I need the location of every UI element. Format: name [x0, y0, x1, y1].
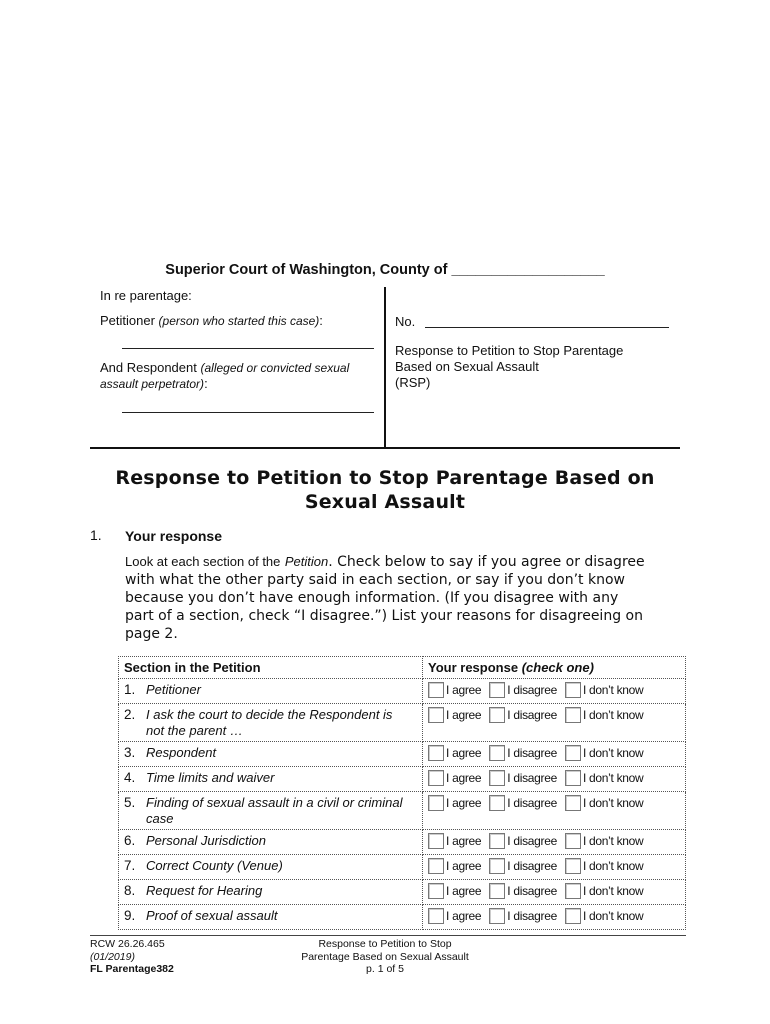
row-label: I ask the court to decide the Respondent is not the parent …: [146, 707, 393, 738]
option-disagree[interactable]: [489, 795, 557, 811]
option-label: I don’t know: [582, 771, 644, 785]
option-label: I don’t know: [582, 834, 644, 848]
instructions-lead: Look at each section of the: [125, 554, 281, 569]
row-number: 9.: [124, 908, 136, 923]
option-label: I disagree: [507, 796, 557, 810]
form-title-block: [395, 343, 685, 391]
option-label: I agree: [446, 708, 482, 722]
checkbox-agree[interactable]: [428, 770, 444, 786]
row-response-cell: [423, 679, 686, 704]
option-label: I disagree: [507, 746, 557, 760]
row-response-cell: [423, 855, 686, 880]
petitioner-colon: :: [319, 313, 323, 328]
table-row: [119, 880, 686, 905]
row-section-cell: [119, 905, 423, 930]
checkbox-dont-know[interactable]: [565, 795, 581, 811]
header-response-label: Your response: [428, 660, 519, 675]
option-agree[interactable]: [428, 770, 481, 786]
row-section-cell: [119, 830, 423, 855]
row-label: Petitioner: [146, 682, 201, 697]
option-label: I don’t know: [582, 746, 644, 760]
table-row: [119, 792, 686, 830]
row-section-cell: [119, 767, 423, 792]
form-title-line-2: Based on Sexual Assault: [395, 359, 539, 374]
footer-form-id: FL Parentage382: [90, 963, 174, 975]
footer-center: [255, 938, 515, 976]
row-number: 1.: [124, 682, 136, 697]
table-row: [119, 767, 686, 792]
checkbox-disagree[interactable]: [489, 883, 505, 899]
response-table: [118, 656, 686, 930]
option-agree[interactable]: [428, 745, 481, 761]
petitioner-label: Petitioner: [100, 313, 155, 328]
respondent-label: And Respondent: [100, 360, 197, 375]
option-label: I agree: [446, 746, 482, 760]
checkbox-dont-know[interactable]: [565, 707, 581, 723]
option-agree[interactable]: [428, 858, 481, 874]
row-label: Request for Hearing: [146, 883, 263, 898]
row-response-cell: [423, 704, 686, 742]
row-response-cell: [423, 792, 686, 830]
checkbox-disagree[interactable]: [489, 908, 505, 924]
in-re-label: In re parentage:: [100, 288, 192, 303]
checkbox-agree[interactable]: [428, 745, 444, 761]
caption-divider: [384, 287, 386, 447]
option-label: I disagree: [507, 884, 557, 898]
document-title-line-2: Sexual Assault: [304, 491, 466, 513]
option-agree[interactable]: [428, 795, 481, 811]
option-agree[interactable]: [428, 833, 481, 849]
row-section-cell: [119, 880, 423, 905]
option-dont-know[interactable]: [565, 745, 643, 761]
respondent-name-field[interactable]: [122, 412, 374, 413]
row-response-cell: [423, 742, 686, 767]
checkbox-dont-know[interactable]: [565, 833, 581, 849]
petitioner-name-field[interactable]: [122, 348, 374, 349]
petitioner-hint: (person who started this case): [158, 314, 320, 328]
row-section-cell: [119, 742, 423, 767]
case-number-label: No.: [395, 314, 416, 329]
respondent-label-block: [100, 360, 380, 392]
row-section-cell: [119, 855, 423, 880]
option-disagree[interactable]: [489, 770, 557, 786]
checkbox-dont-know[interactable]: [565, 858, 581, 874]
footer-rcw: RCW 26.26.465: [90, 938, 165, 950]
table-row: [119, 905, 686, 930]
row-label: Correct County (Venue): [146, 858, 283, 873]
footer-title-1: Response to Petition to Stop: [318, 938, 452, 950]
option-label: I disagree: [507, 909, 557, 923]
option-agree[interactable]: [428, 682, 481, 698]
option-label: I disagree: [507, 859, 557, 873]
option-dont-know[interactable]: [565, 908, 643, 924]
option-label: I don’t know: [582, 909, 644, 923]
row-response-cell: [423, 905, 686, 930]
option-label: I agree: [446, 884, 482, 898]
option-dont-know[interactable]: [565, 883, 643, 899]
caption-bottom-rule: [90, 447, 680, 449]
footer-page: p. 1 of 5: [366, 963, 404, 975]
row-section-cell: [119, 679, 423, 704]
row-number: 3.: [124, 745, 136, 760]
checkbox-agree[interactable]: [428, 795, 444, 811]
option-dont-know[interactable]: [565, 707, 643, 723]
checkbox-dont-know[interactable]: [565, 745, 581, 761]
row-number: 2.: [124, 707, 136, 722]
table-header-row: [119, 657, 686, 679]
option-label: I don’t know: [582, 859, 644, 873]
option-label: I agree: [446, 796, 482, 810]
row-number: 4.: [124, 770, 136, 785]
table-row: [119, 704, 686, 742]
checkbox-disagree[interactable]: [489, 795, 505, 811]
footer-rule: [90, 935, 686, 936]
option-label: I disagree: [507, 834, 557, 848]
option-dont-know[interactable]: [565, 770, 643, 786]
checkbox-disagree[interactable]: [489, 745, 505, 761]
option-disagree[interactable]: [489, 908, 557, 924]
option-label: I don’t know: [582, 683, 644, 697]
document-title-line-1: Response to Petition to Stop Parentage Based on: [115, 467, 655, 489]
checkbox-agree[interactable]: [428, 908, 444, 924]
checkbox-agree[interactable]: [428, 707, 444, 723]
header-section: Section in the Petition: [119, 657, 423, 679]
row-label: Time limits and waiver: [146, 770, 275, 785]
option-label: I don’t know: [582, 796, 644, 810]
table-row: [119, 679, 686, 704]
table-row: [119, 742, 686, 767]
section-instructions: [125, 553, 645, 643]
row-label: Finding of sexual assault in a civil or criminal case: [146, 795, 403, 826]
header-response-hint: (check one): [521, 660, 594, 675]
option-disagree[interactable]: [489, 745, 557, 761]
checkbox-agree[interactable]: [428, 858, 444, 874]
section-number: 1.: [90, 527, 102, 543]
option-disagree[interactable]: [489, 833, 557, 849]
row-label: Proof of sexual assault: [146, 908, 278, 923]
row-number: 5.: [124, 795, 136, 810]
table-row: [119, 830, 686, 855]
checkbox-disagree[interactable]: [489, 833, 505, 849]
row-section-cell: [119, 792, 423, 830]
checkbox-agree[interactable]: [428, 833, 444, 849]
row-response-cell: [423, 880, 686, 905]
option-label: I disagree: [507, 771, 557, 785]
option-label: I agree: [446, 683, 482, 697]
case-number-field[interactable]: [425, 327, 669, 328]
court-title: Superior Court of Washington, County of ___________________: [165, 262, 605, 278]
option-label: I agree: [446, 859, 482, 873]
option-agree[interactable]: [428, 707, 481, 723]
footer-title-2: Parentage Based on Sexual Assault: [301, 950, 469, 963]
respondent-hint-1: (alleged or convicted sexual: [200, 361, 350, 375]
option-label: I don’t know: [582, 884, 644, 898]
row-section-cell: [119, 704, 423, 742]
instructions-rest: . Check below to say if you agree or disagree with what the other party said in each section, or say if you don’t know because you don’t have enough information. (If you disagree with any part of a section, check “I disagree.”) List your reasons for disagreeing on page 2.: [125, 554, 645, 642]
instructions-petition-ref: Petition: [284, 554, 329, 569]
form-title-line-1: Response to Petition to Stop Parentage: [395, 343, 624, 358]
section-title: Your response: [125, 528, 222, 544]
option-disagree[interactable]: [489, 883, 557, 899]
form-code: (RSP): [395, 375, 431, 390]
row-label: Personal Jurisdiction: [146, 833, 266, 848]
checkbox-dont-know[interactable]: [565, 883, 581, 899]
row-number: 7.: [124, 858, 136, 873]
checkbox-dont-know[interactable]: [565, 770, 581, 786]
row-label: Respondent: [146, 745, 217, 760]
checkbox-dont-know[interactable]: [565, 908, 581, 924]
document-title: [90, 466, 680, 514]
checkbox-dont-know[interactable]: [565, 682, 581, 698]
header-response: [423, 657, 686, 679]
option-dont-know[interactable]: [565, 833, 643, 849]
option-label: I disagree: [507, 708, 557, 722]
option-label: I agree: [446, 771, 482, 785]
checkbox-disagree[interactable]: [489, 770, 505, 786]
checkbox-disagree[interactable]: [489, 858, 505, 874]
option-dont-know[interactable]: [565, 858, 643, 874]
respondent-hint-2: assault perpetrator): [100, 377, 205, 391]
option-label: I don’t know: [582, 708, 644, 722]
respondent-colon: :: [204, 376, 208, 391]
option-agree[interactable]: [428, 883, 481, 899]
option-disagree[interactable]: [489, 858, 557, 874]
footer-left: [90, 938, 174, 976]
checkbox-disagree[interactable]: [489, 682, 505, 698]
option-dont-know[interactable]: [565, 795, 643, 811]
row-response-cell: [423, 767, 686, 792]
option-label: I agree: [446, 909, 482, 923]
row-number: 6.: [124, 833, 136, 848]
option-dont-know[interactable]: [565, 682, 643, 698]
row-number: 8.: [124, 883, 136, 898]
checkbox-agree[interactable]: [428, 682, 444, 698]
option-disagree[interactable]: [489, 682, 557, 698]
row-response-cell: [423, 830, 686, 855]
table-row: [119, 855, 686, 880]
option-label: I disagree: [507, 683, 557, 697]
option-agree[interactable]: [428, 908, 481, 924]
petitioner-label-line: [100, 313, 380, 328]
checkbox-disagree[interactable]: [489, 707, 505, 723]
table-body: [119, 679, 686, 930]
option-label: I agree: [446, 834, 482, 848]
checkbox-agree[interactable]: [428, 883, 444, 899]
option-disagree[interactable]: [489, 707, 557, 723]
footer-date: (01/2019): [90, 950, 135, 963]
